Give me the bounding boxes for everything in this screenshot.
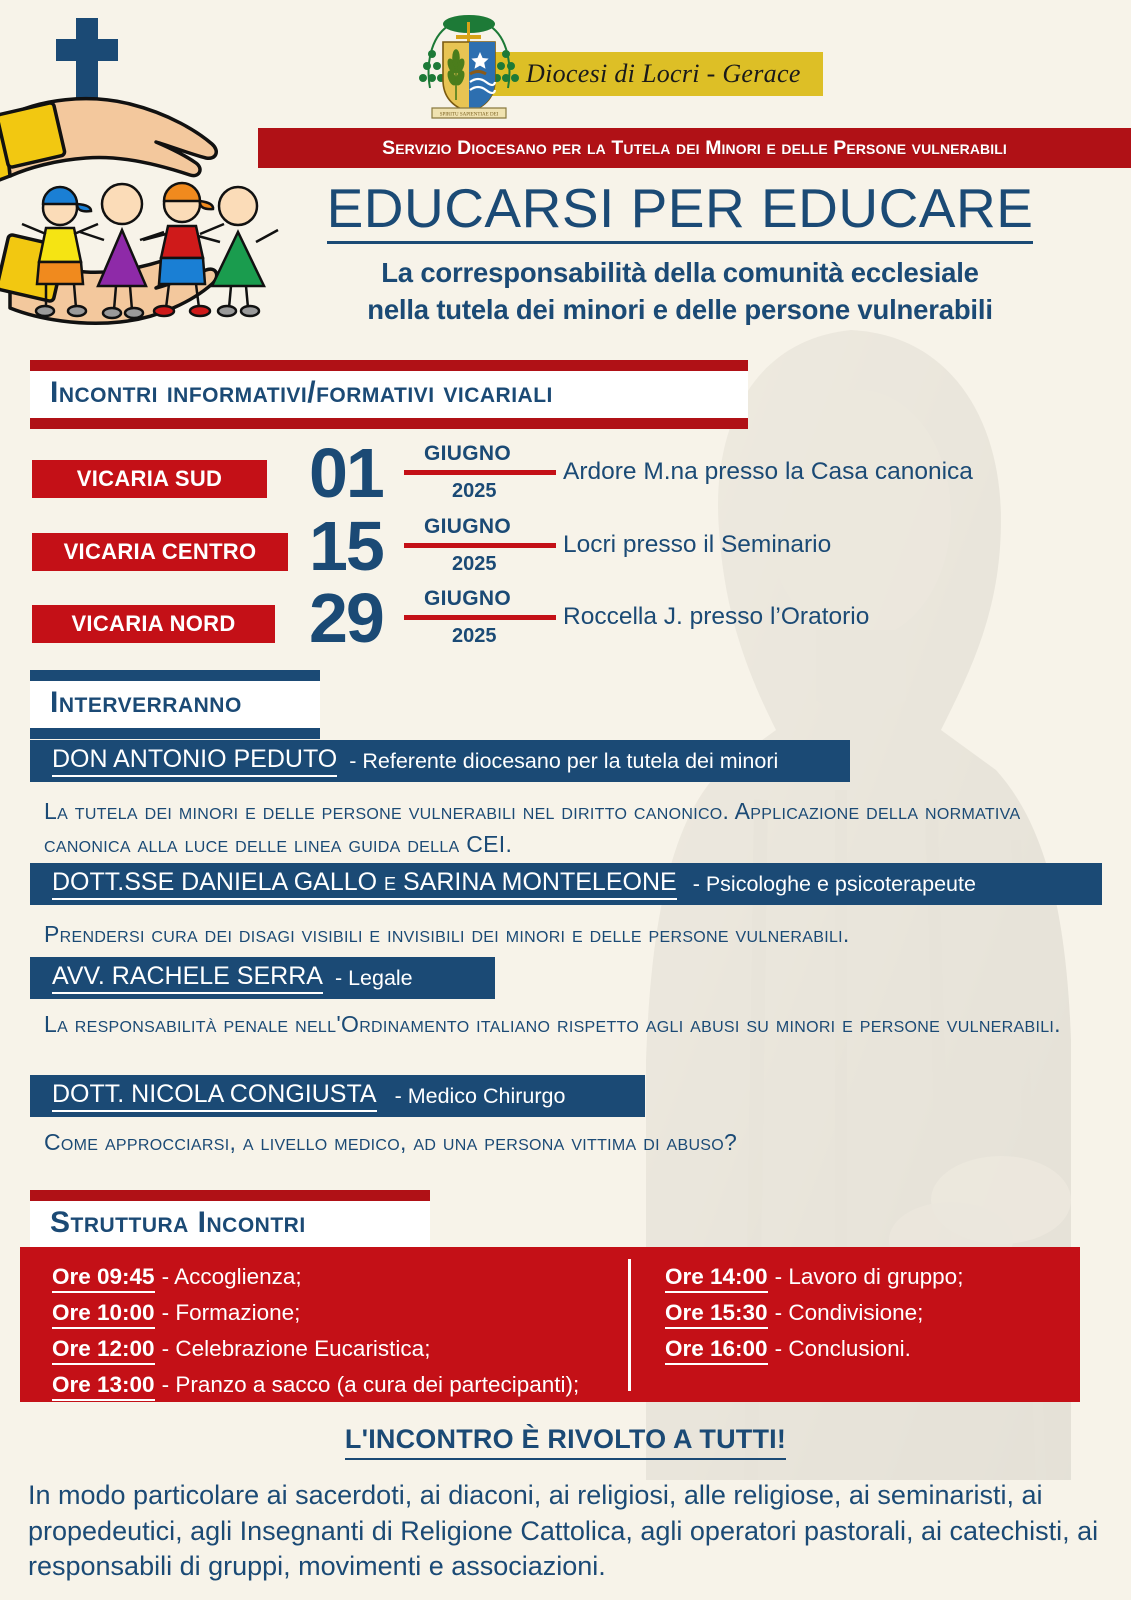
footer-call-to-action [0,1424,1131,1460]
title-block [280,177,1080,328]
schedule-time: Ore 10:00 [52,1300,155,1329]
structure-section-heading: Struttura Incontri [50,1206,306,1239]
diocese-coat-of-arms [410,8,528,124]
schedule-item [52,1372,579,1401]
schedule-box [20,1247,1080,1402]
schedule-activity: - Formazione; [161,1300,301,1325]
service-title-text: Servizio Diocesano per la Tutela dei Minori e delle Persone vulnerabili [382,136,1007,159]
speaker-topic: La responsabilità penale nell'Ordinamento italiano rispetto agli abusi su minori e persone vulnerabili. [44,1011,1061,1037]
speaker-topic: La tutela dei minori e delle persone vulnerabili nel diritto canonico. Applicazione della normativa canonica alla luce delle linea guida della CEI. [44,798,1021,857]
schedule-divider [628,1259,631,1391]
schedule-item [665,1336,963,1365]
speakers-section-header [30,670,320,739]
meeting-row [32,579,1032,657]
meeting-day: 15 [309,507,383,585]
speaker-name: DOTT.SSE DANIELA GALLO e SARINA MONTELEONE [52,868,677,900]
meeting-place: Ardore M.na presso la Casa canonica [563,458,973,485]
header-bottom-rule [30,728,320,739]
meeting-day: 29 [309,579,383,657]
speakers-section-heading: Interverranno [50,686,242,719]
schedule-time: Ore 09:45 [52,1264,155,1293]
schedule-item [52,1336,579,1365]
speaker-name: AVV. RACHELE SERRA [52,962,323,994]
speaker-name: DOTT. NICOLA CONGIUSTA [52,1080,377,1112]
meeting-year: 2025 [452,553,497,575]
speaker-banner [30,957,495,999]
schedule-time: Ore 13:00 [52,1372,155,1401]
header-top-rule [30,1190,430,1201]
schedule-activity: - Conclusioni. [774,1336,911,1361]
schedule-item [52,1300,579,1329]
schedule-time: Ore 15:30 [665,1300,768,1329]
vicaria-tag: VICARIA NORD [32,605,275,643]
vicaria-tag: VICARIA CENTRO [32,533,288,571]
schedule-activity: - Accoglienza; [161,1264,302,1289]
speaker-topic: Prendersi cura dei disagi visibili e invisibili dei minori e delle persone vulnerabili. [44,921,850,947]
speaker-topic: Come approcciarsi, a livello medico, ad una persona vittima di abuso? [44,1129,738,1155]
protecting-hands-children-logo [0,8,288,338]
meeting-month: GIUGNO [424,515,511,538]
schedule-column-afternoon [665,1264,963,1372]
meeting-month: GIUGNO [424,587,511,610]
page-title: EDUCARSI PER EDUCARE [327,180,1034,244]
upper-hand-icon [0,99,216,182]
schedule-item [665,1264,963,1293]
speaker-name: DON ANTONIO PEDUTO [52,745,337,777]
speaker-banner [30,863,1102,905]
meeting-year: 2025 [452,480,497,502]
schedule-time: Ore 14:00 [665,1264,768,1293]
meeting-day: 01 [309,434,383,512]
service-title-band [258,128,1131,168]
meeting-dash-rule [404,543,556,548]
meeting-row [32,507,1032,585]
subtitle-line-1: La corresponsabilità della comunità ecclesiale [381,256,979,288]
header-top-rule [30,360,748,371]
speaker-banner [30,740,850,782]
schedule-item [52,1264,579,1293]
schedule-activity: - Celebrazione Eucaristica; [161,1336,431,1361]
speaker-role: - Legale [334,965,413,990]
cross-icon [56,18,118,110]
header-top-rule [30,670,320,681]
schedule-time: Ore 12:00 [52,1336,155,1365]
diocese-name-text: Diocesi di Locri - Gerace [526,59,801,88]
schedule-activity: - Pranzo a sacco (a cura dei partecipanti); [161,1372,580,1397]
meeting-dash-rule [404,470,556,475]
footer-body-text: In modo particolare ai sacerdoti, ai diaconi, ai religiosi, alle religiose, ai seminaristi, ai propedeutici, agli Insegnanti di Religione Cattolica, agli operatori pastorali, ai catechisti, ai responsabili di gruppi, movimenti e associazioni. [28,1480,1099,1582]
speaker-role: - Referente diocesano per la tutela dei minori [349,748,779,773]
schedule-activity: - Lavoro di gruppo; [774,1264,964,1289]
schedule-item [665,1300,963,1329]
speaker-role: - Psicologhe e psicoterapeute [692,871,976,896]
meeting-year: 2025 [452,625,497,647]
schedule-time: Ore 16:00 [665,1336,768,1365]
schedule-column-morning [52,1264,579,1408]
meetings-section-heading: Incontri informativi/formativi vicariali [50,376,553,409]
header-bottom-rule [30,418,748,429]
meetings-section-header [30,360,748,429]
meeting-dash-rule [404,615,556,620]
meeting-place: Roccella J. presso l’Oratorio [563,603,870,630]
meeting-month: GIUGNO [424,442,511,465]
meeting-row [32,434,1032,512]
footer-title-text: L'INCONTRO È RIVOLTO A TUTTI! [345,1424,786,1460]
speaker-role: - Medico Chirurgo [394,1083,566,1108]
svg-text:SPIRITU SAPIENTIAE DEI: SPIRITU SAPIENTIAE DEI [439,112,499,118]
vicaria-tag: VICARIA SUD [32,460,267,498]
schedule-activity: - Condivisione; [774,1300,924,1325]
meeting-place: Locri presso il Seminario [563,531,832,558]
subtitle-line-2: nella tutela dei minori e delle persone vulnerabili [367,293,993,325]
speaker-banner [30,1075,645,1117]
